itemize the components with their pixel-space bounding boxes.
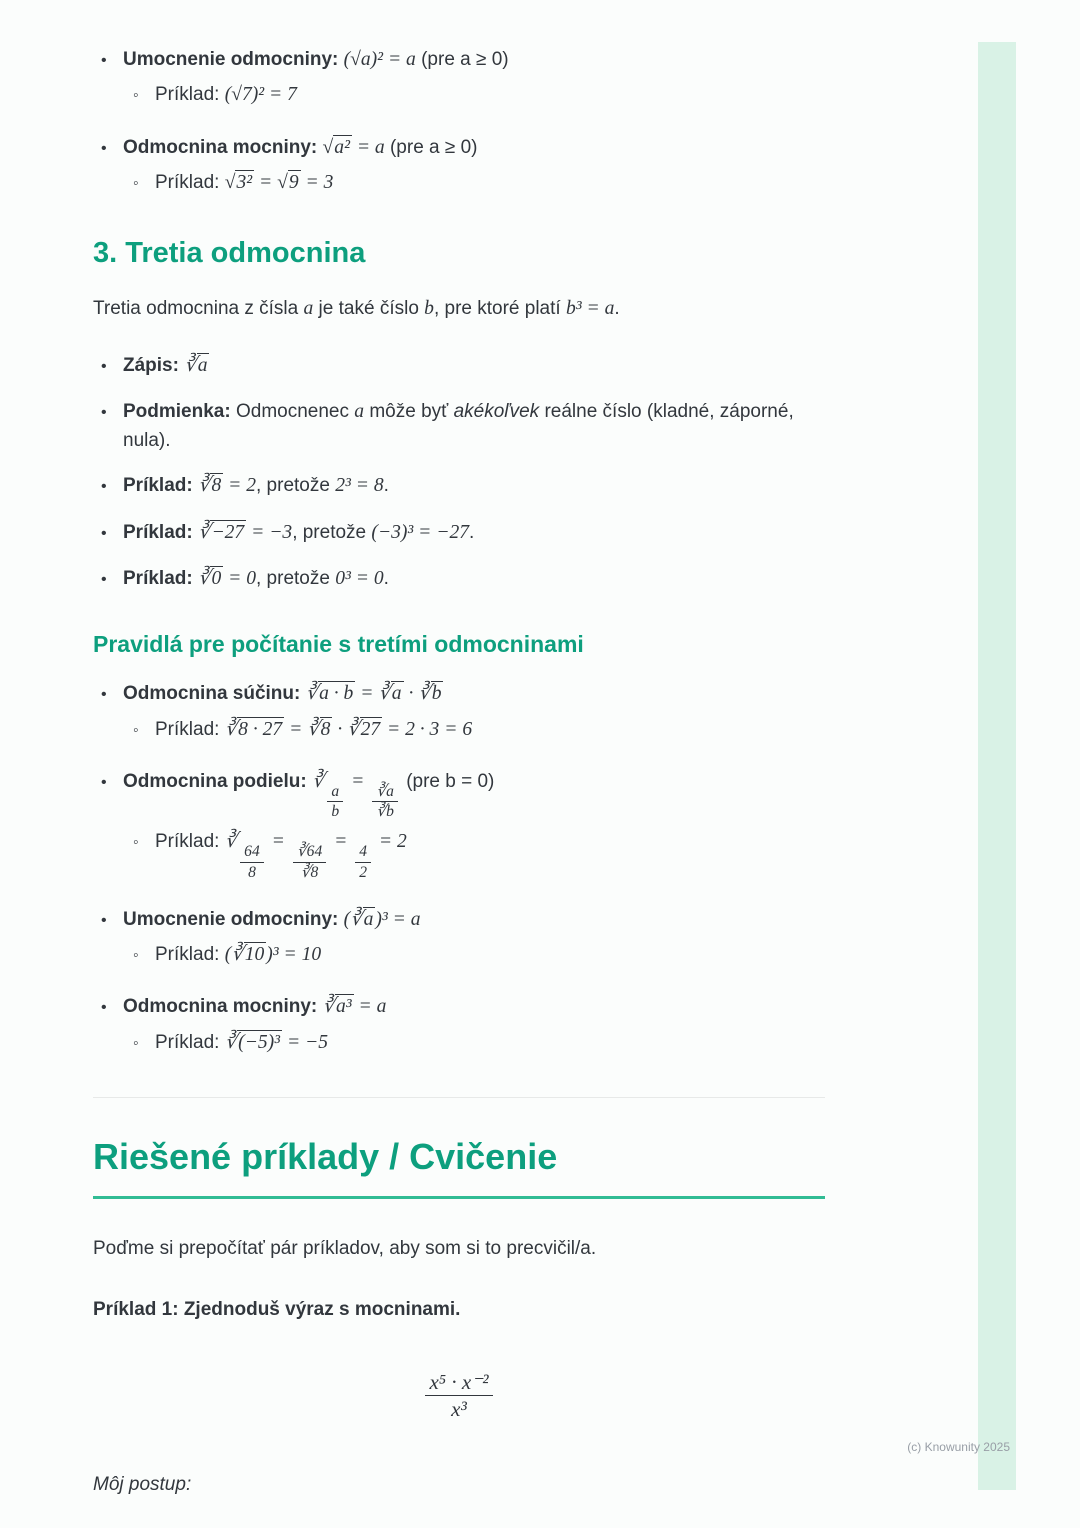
list-item-text: Zápis: ∛a [123,354,208,376]
bullet-icon [125,169,155,197]
fraction-denominator: x³ [451,1397,467,1422]
fraction [240,843,264,882]
list-item-text: Príklad: ∛8 · 27 = ∛8 · ∛27 = 2 · 3 = 6 [155,718,473,740]
fraction-numerator: 4 [355,843,371,863]
list-item [93,906,825,934]
subsection-heading-cube-rules: Pravidlá pre počítanie s tretími odmocninami [93,631,584,658]
list-item-text: Príklad: ∛8 = 2, pretože 2³ = 8. [123,475,389,497]
list-item [93,46,825,74]
my-steps-label: Môj postup: [93,1474,192,1496]
copyright-text: (c) Knowunity 2025 [907,1440,1010,1454]
list-item [93,398,825,454]
cube-root-definition: Tretia odmocnina z čísla a je také číslo b, pre ktoré platí b³ = a. [93,298,620,320]
fraction-numerator: ∛64 [293,843,327,863]
list-item [93,565,825,593]
bullet-icon [125,81,155,109]
list-item [93,1029,825,1057]
list-item [93,768,825,821]
list-item-text: Umocnenie odmocniny: (∛a )³ = a [123,908,421,930]
list-item [93,519,825,547]
fraction [293,843,327,882]
bullet-icon [93,352,123,380]
fraction [355,843,371,882]
list-item [93,134,825,162]
fraction-denominator: 2 [359,863,368,881]
bullet-icon [93,565,123,593]
section-heading-cube-root: 3. Tretia odmocnina [93,237,366,270]
content-area [93,46,825,1500]
bullet-icon [93,768,123,796]
fraction-denominator: 8 [248,863,256,881]
bullet-icon [125,716,155,744]
bullet-icon [125,1029,155,1057]
fraction-denominator: ∛8 [300,863,319,881]
list-item-text: Odmocnina súčinu: ∛a · b = ∛a · ∛b [123,683,442,705]
list-item [93,828,825,881]
list-item-text: Príklad: (∛10 )³ = 10 [155,944,322,966]
list-item [93,472,825,500]
fraction-numerator: ∛a [372,783,398,803]
fraction-numerator: 64 [240,843,264,863]
cube-root-basics-list [93,352,825,593]
fraction-numerator: a [327,783,343,803]
list-item-text: Odmocnina mocniny: √a² = a (pre a ≥ 0) [123,136,478,158]
fraction-denominator: ∛b [376,803,394,821]
list-item-text: Príklad: ∛0 = 0, pretože 0³ = 0. [123,567,389,589]
bullet-icon [93,680,123,708]
list-item-text: Odmocnina mocniny: ∛a³ = a [123,996,387,1018]
fraction-denominator: b [331,803,340,821]
practice-intro-text: Poďme si prepočítať pár príkladov, aby som si to precvičil/a. [93,1238,597,1260]
list-item [93,81,825,109]
bullet-icon [125,828,155,856]
page-title-solved-examples: Riešené príklady / Cvičenie [93,1136,825,1199]
fraction [372,783,398,822]
bullet-icon [93,134,123,162]
list-item [93,993,825,1021]
bullet-icon [125,941,155,969]
list-item-text: Podmienka: Odmocnenec a môže byť akékoľvek reálne číslo (kladné, záporné, nula). [123,401,794,451]
accent-stripe [978,42,1016,1490]
bullet-icon [93,906,123,934]
list-item-text: Príklad: ∛−27 = −3, pretože (−3)³ = −27. [123,521,475,543]
bullet-icon [93,46,123,74]
bullet-icon [93,472,123,500]
fraction [425,1370,492,1421]
fraction-numerator: x⁵ · x⁻² [425,1370,492,1396]
list-item [93,716,825,744]
fraction [327,783,343,822]
list-item-text: Príklad: ∛ $\frac{64}{8}$ = $\frac{∛64}{∛8}$ = $\frac{4}{2}$ = 2 [155,831,407,881]
list-item-text: Umocnenie odmocniny: (√a)² = a (pre a ≥ 0) [123,49,509,70]
exercise1-label: Príklad 1: Zjednoduš výraz s mocninami. [93,1298,461,1320]
list-item-text: Príklad: (√7)² = 7 [155,84,297,106]
bullet-icon [93,519,123,547]
list-item [93,169,825,197]
bullet-icon [93,993,123,1021]
exercise-formula [93,1370,825,1421]
list-item-text: Príklad: ∛(−5)³ = −5 [155,1031,329,1053]
divider [93,1097,825,1098]
square-root-rules-list [93,46,825,197]
list-item [93,680,825,708]
list-item-text: Príklad: √3² = √9 = 3 [155,172,334,194]
cube-root-rules-list [93,680,825,1057]
bullet-icon [93,398,123,426]
list-item-text: Odmocnina podielu: ∛ $\frac{a}{b}$ = $\frac{∛a}{∛b}$ (pre b = 0) [123,771,495,821]
list-item [93,941,825,969]
list-item [93,352,825,380]
